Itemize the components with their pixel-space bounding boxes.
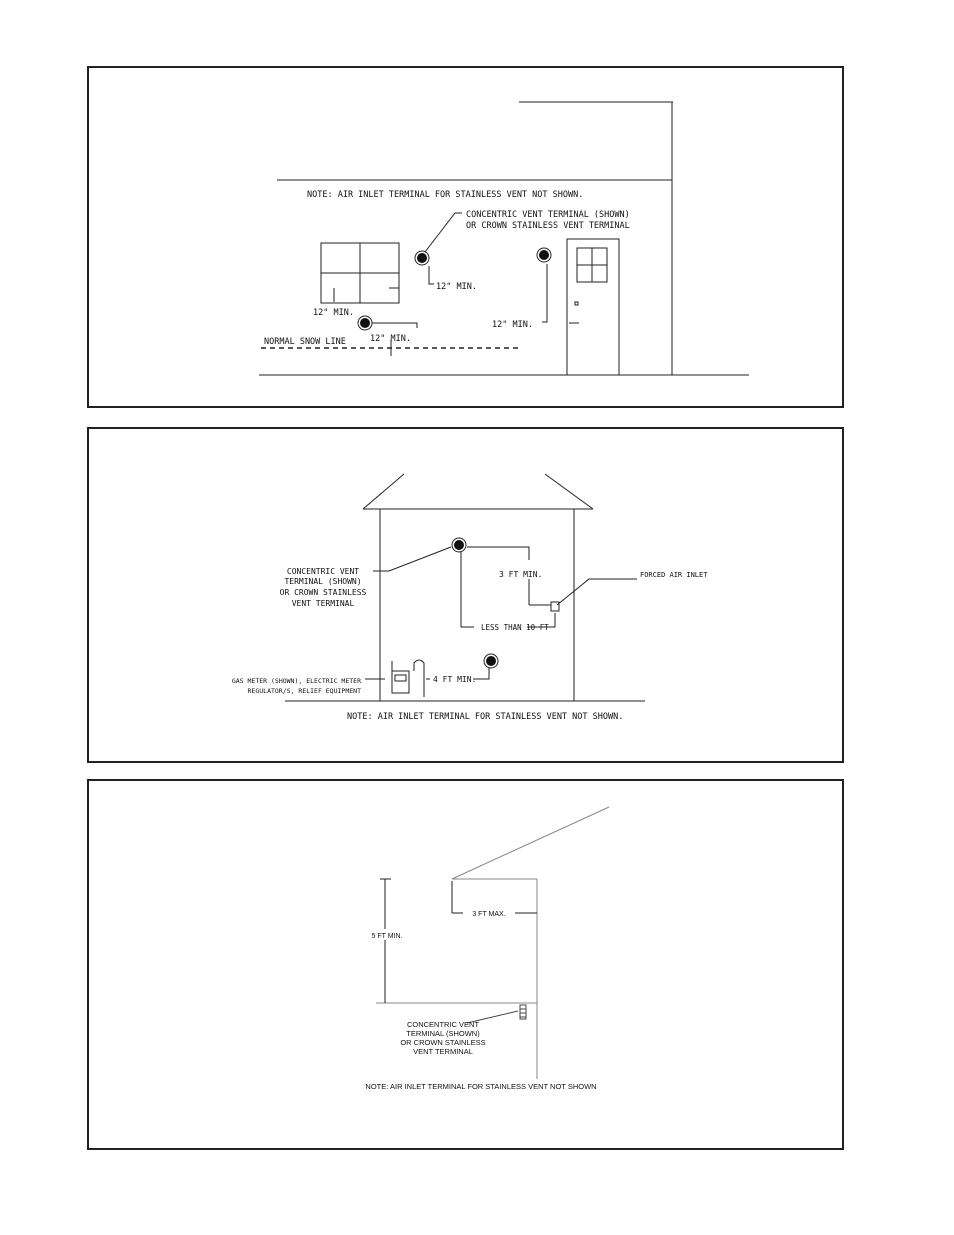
dim-meter-label: 4 FT MIN. [433, 675, 477, 684]
gas-meter-icon [392, 660, 424, 697]
dim-3ft-top [467, 547, 529, 560]
vent-label-line3: OR CROWN STAINLESS [279, 588, 367, 597]
dim-horizontal-label: LESS THAN 10 FT [481, 623, 549, 632]
dim-vertical-label: 3 FT MIN. [499, 570, 543, 579]
dim-door-label: 12" MIN. [492, 320, 533, 330]
diagram-1-drawing [89, 68, 842, 406]
vent-terminal-icon [358, 316, 372, 330]
roof-right [545, 474, 593, 509]
vent-leader [425, 213, 462, 252]
note-text: NOTE: AIR INLET TERMINAL FOR STAINLESS VENT NOT SHOWN. [347, 712, 624, 722]
vent-label-line1: CONCENTRIC VENT TERMINAL (SHOWN) [466, 210, 630, 220]
vent-label-line2: TERMINAL (SHOWN) [284, 577, 362, 586]
diagram-panel-clearances-window-door [87, 66, 844, 408]
vent-label-line4: VENT TERMINAL [413, 1047, 473, 1056]
dim-height-label: 5 FT MIN. [371, 933, 403, 940]
snow-line-label: NORMAL SNOW LINE [264, 337, 346, 347]
forced-air-leader [557, 579, 637, 605]
vent-terminal-icon [484, 654, 498, 668]
window [321, 243, 399, 303]
forced-air-inlet-icon [551, 602, 559, 611]
door [567, 239, 619, 375]
diagram-panel-soffit-clearance [87, 779, 844, 1150]
diagram-2-drawing [89, 429, 842, 761]
vent-label-line1: CONCENTRIC VENT [286, 567, 360, 576]
dim-window-side-label: 12" MIN. [436, 282, 477, 292]
vent-label-line3: OR CROWN STAINLESS [400, 1038, 486, 1047]
dim-door [542, 264, 547, 322]
diagram-3-drawing [89, 781, 842, 1148]
vent-terminal-icon [537, 248, 551, 262]
dim-10ft-left [461, 551, 474, 627]
diagram-panel-clearances-meter-inlet [87, 427, 844, 763]
note-text: NOTE: AIR INLET TERMINAL FOR STAINLESS VENT NOT SHOWN [365, 1082, 597, 1091]
vent-leader [373, 547, 451, 571]
meter-label-line2: REGULATOR/S, RELIEF EQUIPMENT [247, 687, 361, 695]
roof-slope [452, 807, 609, 879]
meter-label-line1: GAS METER (SHOWN), ELECTRIC METER [231, 677, 361, 685]
dim-snow-horizontal [372, 323, 417, 328]
vent-label-line4: VENT TERMINAL [291, 599, 355, 608]
vent-terminal-icon [520, 1005, 526, 1019]
dim-snow-label: 12" MIN. [370, 334, 411, 344]
vent-label-line1: CONCENTRIC VENT [406, 1020, 480, 1029]
dim-overhang-label: 3 FT MAX. [472, 911, 506, 918]
note-text: NOTE: AIR INLET TERMINAL FOR STAINLESS VENT NOT SHOWN. [307, 190, 584, 200]
forced-air-label: FORCED AIR INLET [640, 571, 708, 579]
vent-terminal-icon [415, 251, 429, 265]
vent-label-line2: TERMINAL (SHOWN) [406, 1029, 480, 1038]
vent-terminal-icon [452, 538, 466, 552]
dim-window-below-label: 12" MIN. [313, 308, 354, 318]
dim-window-side [429, 266, 434, 284]
roof-left [363, 474, 404, 509]
vent-label-line2: OR CROWN STAINLESS VENT TERMINAL [466, 221, 630, 231]
